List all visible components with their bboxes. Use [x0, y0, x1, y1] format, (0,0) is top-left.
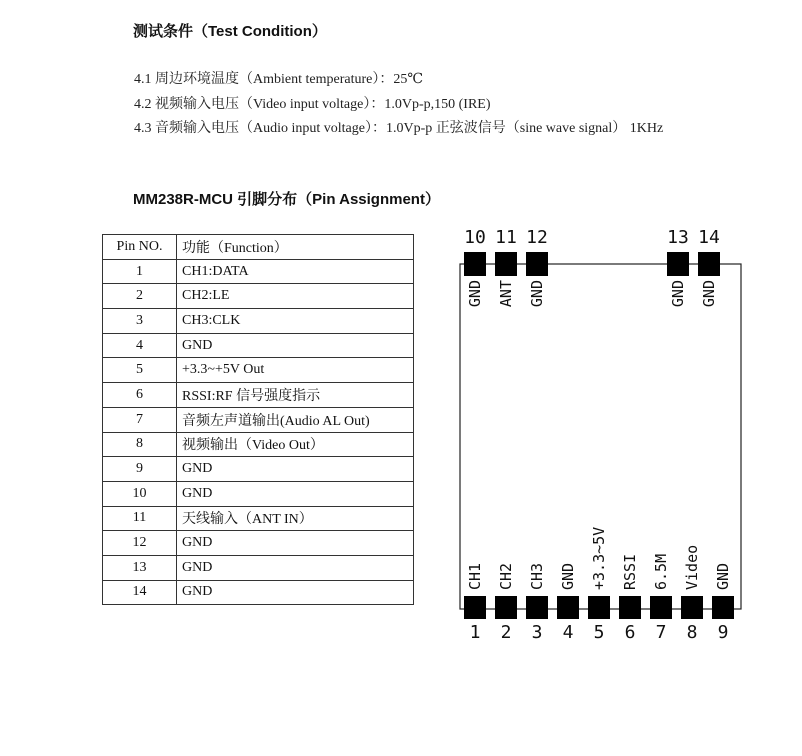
pin-signal-label: GND: [700, 280, 718, 308]
pin-number-cell: 9: [103, 457, 177, 482]
pin-number-label: 14: [698, 227, 720, 248]
pin-pad: [698, 252, 720, 276]
pin-pad: [619, 596, 641, 619]
pin-function-cell: 音频左声道输出(Audio AL Out): [177, 407, 414, 432]
pin-signal-label: Video: [683, 544, 701, 590]
pin-number-label: 1: [469, 622, 481, 643]
pin-signal-label: +3.3~5V: [590, 526, 608, 590]
pin-pad: [557, 596, 579, 619]
pin-signal-label: GND: [714, 562, 732, 590]
pin-number-cell: 5: [103, 358, 177, 383]
table-row: [103, 259, 414, 284]
pin-number-cell: 6: [103, 383, 177, 408]
pin-function-cell: 视频输出（Video Out）: [177, 432, 414, 457]
pin-function-cell: GND: [177, 333, 414, 358]
pin-pad: [667, 252, 689, 276]
pin-function-cell: GND: [177, 457, 414, 482]
pin-number-cell: 2: [103, 284, 177, 309]
pin-function-cell: CH2:LE: [177, 284, 414, 309]
condition-video-input-voltage: 4.2 视频输入电压（Video input voltage）：1.0Vp-p,150 (IRE): [134, 97, 491, 112]
table-row: [103, 333, 414, 358]
pin-number-cell: 13: [103, 555, 177, 580]
pin-signal-label: CH1: [466, 562, 484, 590]
pin-signal-label: CH2: [497, 562, 515, 590]
pin-signal-label: GND: [466, 280, 484, 308]
pin-function-cell: +3.3~+5V Out: [177, 358, 414, 383]
table-row: [103, 457, 414, 482]
pin-number-cell: 10: [103, 481, 177, 506]
pin-function-cell: CH1:DATA: [177, 259, 414, 284]
pin-function-cell: GND: [177, 481, 414, 506]
pin-signal-label: GND: [669, 280, 687, 308]
pin-pad: [464, 252, 486, 276]
condition-ambient-temperature: 4.1 周边环境温度（Ambient temperature）：25℃: [134, 72, 424, 87]
pin-number-label: 11: [495, 227, 517, 248]
table-row: [103, 407, 414, 432]
pin-signal-label: CH3: [528, 562, 546, 590]
pin-number-label: 8: [686, 622, 698, 643]
pin-layout-diagram: [440, 222, 760, 647]
pin-function-cell: GND: [177, 531, 414, 556]
pin-number-label: 12: [526, 227, 548, 248]
pin-number-label: 10: [464, 227, 486, 248]
pin-function-cell: RSSI:RF 信号强度指示: [177, 383, 414, 408]
pin-assignment-table: [102, 234, 414, 605]
table-row: [103, 309, 414, 334]
pin-signal-label: ANT: [497, 280, 515, 308]
pin-pad: [495, 596, 517, 619]
pin-number-cell: 1: [103, 259, 177, 284]
pin-pad: [588, 596, 610, 619]
pin-number-label: 3: [531, 622, 543, 643]
pin-pad: [526, 252, 548, 276]
table-row: [103, 383, 414, 408]
pin-rows: [103, 259, 414, 605]
table-row: [103, 531, 414, 556]
pin-number-cell: 3: [103, 309, 177, 334]
table-row: [103, 506, 414, 531]
pin-number-label: 9: [717, 622, 729, 643]
column-header-pin-no: Pin NO.: [103, 235, 177, 260]
pin-pad: [464, 596, 486, 619]
table-row: [103, 580, 414, 605]
pin-number-cell: 11: [103, 506, 177, 531]
pin-number-cell: 12: [103, 531, 177, 556]
condition-audio-input-voltage: 4.3 音频输入电压（Audio input voltage）：1.0Vp-p 正弦波信号（sine wave signal） 1KHz: [134, 121, 664, 136]
pin-pad: [526, 596, 548, 619]
pin-assignment-title: MM238R-MCU 引脚分布（Pin Assignment）: [133, 191, 440, 208]
pin-function-cell: GND: [177, 555, 414, 580]
pin-pad: [681, 596, 703, 619]
table-header-row: [103, 235, 414, 260]
pin-number-cell: 8: [103, 432, 177, 457]
pin-number-cell: 14: [103, 580, 177, 605]
pin-number-cell: 4: [103, 333, 177, 358]
pin-pad: [650, 596, 672, 619]
table-row: [103, 555, 414, 580]
pin-number-label: 4: [562, 622, 574, 643]
test-condition-title: 测试条件（Test Condition）: [133, 23, 327, 40]
pin-function-cell: GND: [177, 580, 414, 605]
column-header-function: 功能（Function）: [177, 235, 414, 260]
pin-number-label: 13: [667, 227, 689, 248]
pin-signal-label: RSSI: [621, 553, 639, 590]
pin-signal-label: 6.5M: [652, 553, 670, 590]
pin-number-label: 2: [500, 622, 512, 643]
pin-number-label: 6: [624, 622, 636, 643]
table-row: [103, 432, 414, 457]
table-row: [103, 284, 414, 309]
pin-signal-label: GND: [528, 280, 546, 308]
pin-number-label: 7: [655, 622, 667, 643]
pin-number-label: 5: [593, 622, 605, 643]
pin-function-cell: CH3:CLK: [177, 309, 414, 334]
pin-signal-label: GND: [559, 562, 577, 590]
pin-number-cell: 7: [103, 407, 177, 432]
pin-pad: [495, 252, 517, 276]
pin-function-cell: 天线输入（ANT IN）: [177, 506, 414, 531]
table-row: [103, 481, 414, 506]
table-row: [103, 358, 414, 383]
pin-pad: [712, 596, 734, 619]
